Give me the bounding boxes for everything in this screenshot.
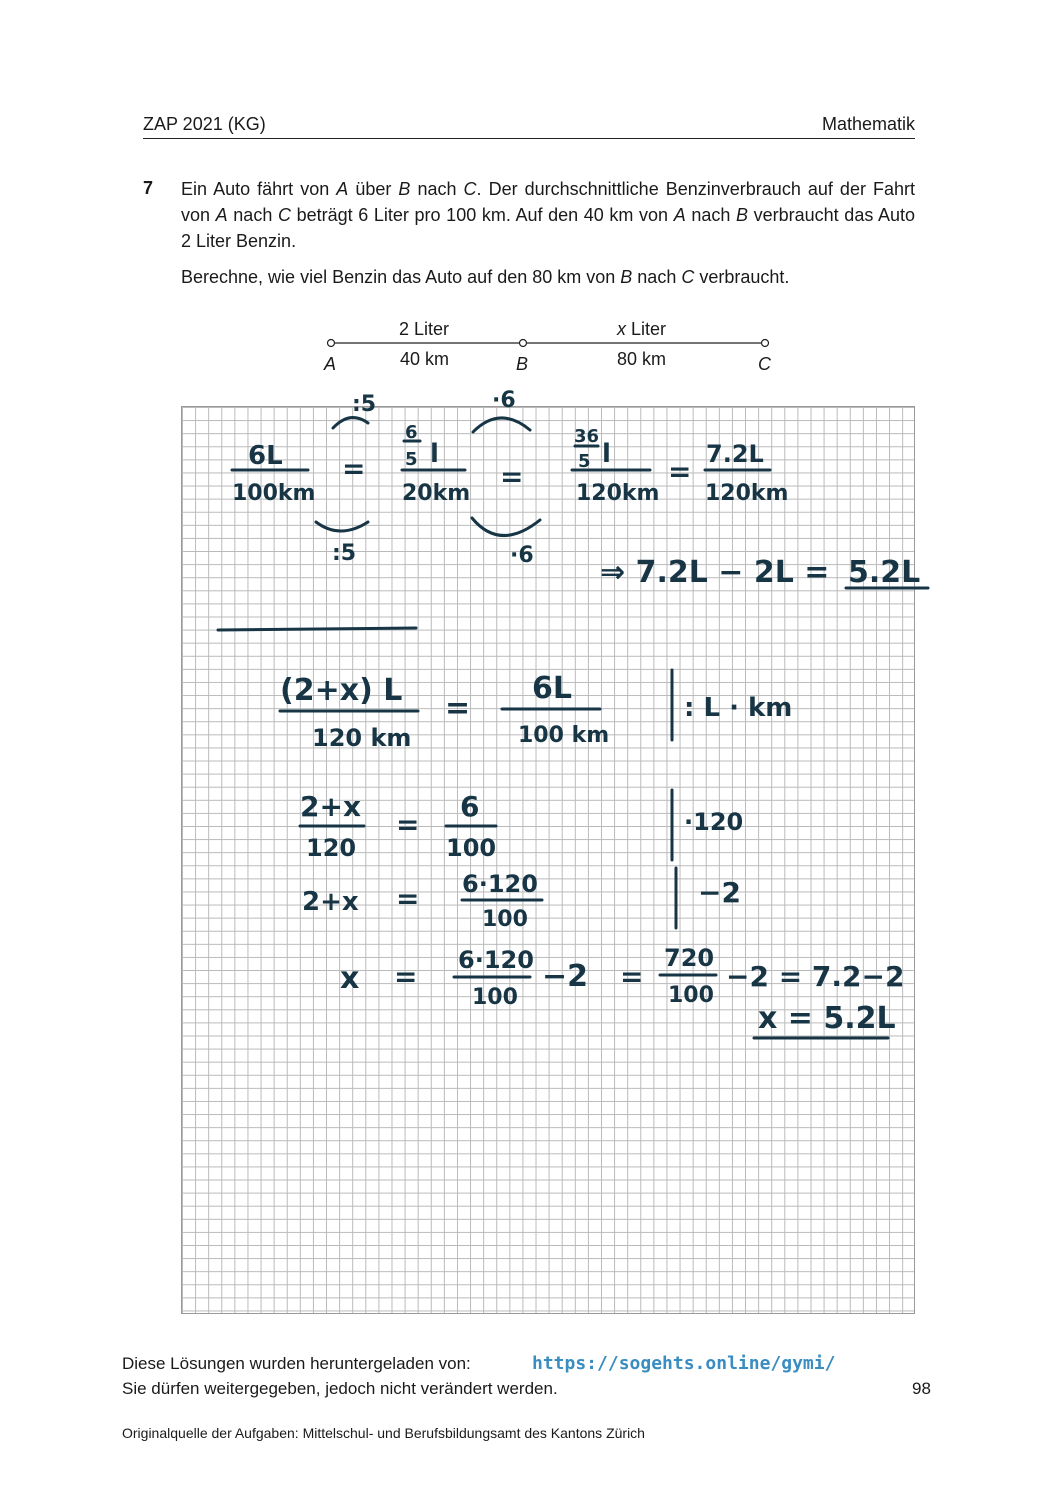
arrow-top-1: [333, 418, 368, 428]
header-right: Mathematik: [821, 114, 915, 134]
hw-e2-eq: =: [396, 808, 420, 841]
hw-op-top1: :5: [352, 392, 377, 417]
hw-answer: x = 5.2L: [758, 1001, 896, 1036]
question-ask: Berechne, wie viel Benzin das Auto auf den 80 km von B nach C verbraucht.: [181, 267, 790, 287]
footer-link[interactable]: https://sogehts.online/gymi/: [532, 1353, 836, 1374]
segment2-liters: x Liter: [617, 319, 667, 339]
hw-e1-eq: =: [445, 691, 471, 726]
header-left: ZAP 2021 (KG): [143, 114, 266, 134]
hw-f1-num: 6L: [248, 441, 283, 471]
hw-op-top2: ·6: [492, 388, 516, 413]
page-number: 98: [912, 1379, 931, 1398]
hw-e3-op: −2: [698, 876, 741, 909]
hw-eq3: =: [668, 455, 692, 488]
point-b-label: B: [516, 354, 529, 374]
hw-e4-minus: −2: [542, 959, 589, 994]
hw-f3-num-u: l: [602, 439, 611, 469]
hw-result1: ⇒ 7.2L − 2L =: [600, 555, 830, 590]
hw-eq2: =: [500, 460, 524, 493]
hw-e2-rhs-den: 100: [446, 834, 497, 862]
hw-f4-num: 7.2L: [706, 440, 764, 468]
segment1-km: 40 km: [400, 349, 450, 369]
hw-f3-num-n: 36: [574, 426, 600, 447]
hw-e4-a-den: 100: [472, 985, 518, 1010]
point-c-label: C: [758, 354, 771, 374]
hw-e3-lhs: 2+x: [302, 887, 359, 917]
hw-e4-eq: =: [394, 960, 418, 993]
footer-source: Originalquelle der Aufgaben: Mittelschul- und Berufsbildungsamt des Kantons Zürich: [122, 1425, 645, 1441]
hw-f2-num-u: l: [430, 439, 439, 469]
hw-f2-den: 20km: [402, 481, 471, 506]
hw-e4-b-num: 720: [664, 944, 715, 972]
hw-f4-den: 120km: [705, 481, 789, 506]
footer-usage-note: Sie dürfen weitergegeben, jedoch nicht verändert werden.: [122, 1379, 558, 1398]
hw-e4-lhs: x: [340, 961, 360, 996]
hw-eq1: =: [342, 452, 366, 485]
hw-e2-lhs-den: 120: [306, 834, 357, 862]
hw-e3-rhs-den: 100: [482, 907, 528, 932]
hw-f1-den: 100km: [232, 481, 316, 506]
arrow-top-2: [473, 418, 530, 432]
hw-e1-rhs-num: 6L: [532, 671, 572, 706]
hw-e2-lhs-num: 2+x: [300, 790, 362, 823]
question-text: Ein Auto fährt von A über B nach C. Der durchschnittliche Benzinverbrauch auf der Fahrt von A nach C beträgt 6 Liter pro 100 km. Auf den 40 km von A nach B verbraucht das Auto 2 Liter Benzin.: [181, 179, 916, 251]
hw-e1-num: (2+x) L: [280, 673, 403, 708]
hw-f2-num-d: 5: [405, 449, 418, 470]
hw-e4-eq2: =: [620, 960, 644, 993]
question-number: 7: [143, 178, 154, 198]
hw-f2-num-n: 6: [405, 422, 418, 443]
segment2-km: 80 km: [617, 349, 667, 369]
segment1-liters: 2 Liter: [399, 319, 450, 339]
hw-op-bottom2: ·6: [510, 543, 534, 568]
hw-f3-den: 120km: [576, 481, 660, 506]
hw-e3-eq: =: [396, 882, 420, 915]
hw-op-bottom1: :5: [332, 541, 357, 566]
hw-f3-num-d: 5: [578, 451, 591, 472]
hw-e4-tail: −2 = 7.2−2: [726, 960, 905, 993]
hw-e1-op: : L · km: [684, 693, 793, 723]
hw-e1-den: 120 km: [312, 724, 412, 752]
arrow-bottom-1: [316, 522, 368, 531]
footer-download-note: Diese Lösungen wurden heruntergeladen von:: [122, 1354, 471, 1373]
hw-e4-b-den: 100: [668, 983, 714, 1008]
point-a-label: A: [324, 354, 337, 374]
hw-e2-rhs-num: 6: [460, 790, 480, 823]
hw-e3-rhs-num: 6·120: [462, 870, 538, 898]
hw-e1-rhs-den: 100 km: [518, 723, 610, 748]
arrow-bottom-2: [472, 518, 540, 536]
hw-e2-op: ·120: [684, 808, 744, 836]
hw-e4-a-num: 6·120: [458, 946, 534, 974]
hw-result1-value: 5.2L: [848, 555, 921, 590]
